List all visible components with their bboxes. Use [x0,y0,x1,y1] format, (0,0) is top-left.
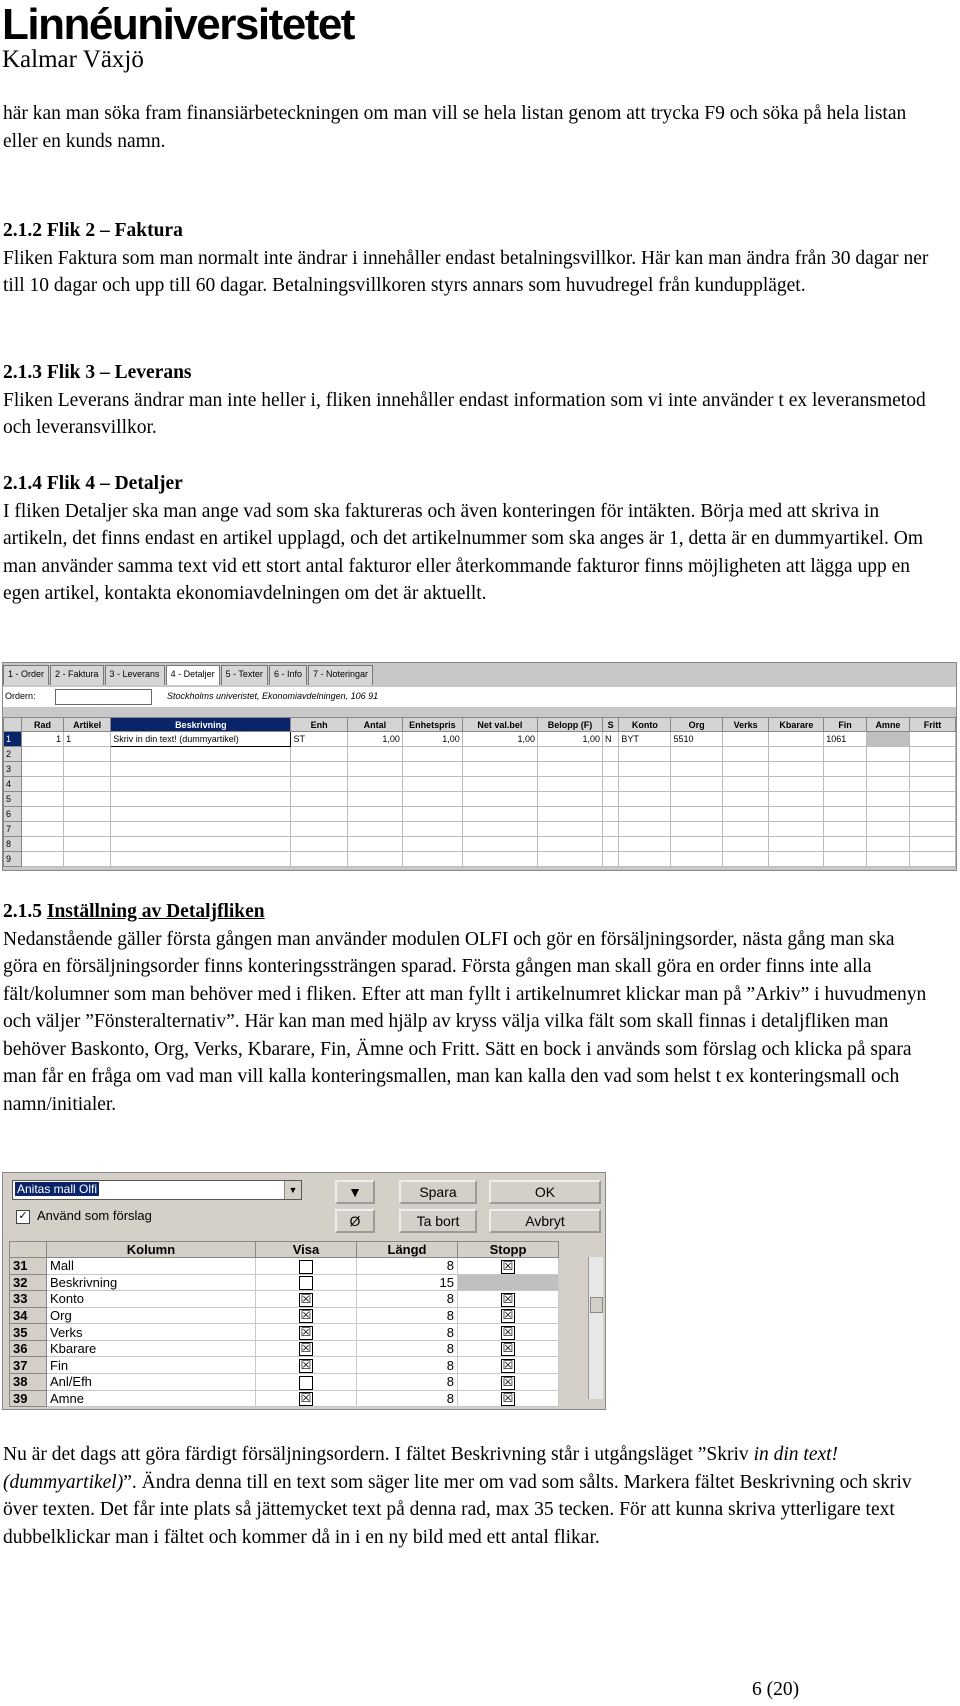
use-as-default-checkbox[interactable]: ✓ [16,1210,30,1224]
table-row[interactable] [10,1291,559,1308]
cell-kolumn[interactable]: Konto [47,1291,256,1308]
tab-leverans[interactable]: 3 - Leverans [105,665,165,685]
visa-checkbox[interactable]: ☒ [300,1308,312,1323]
cell-kolumn[interactable]: Anl/Efh [47,1373,256,1390]
cell-visa[interactable] [256,1307,357,1324]
table-row[interactable] [4,747,956,762]
col-stopp[interactable]: Stopp [458,1242,559,1258]
cell-visa[interactable] [256,1340,357,1357]
cell-visa[interactable] [256,1357,357,1374]
clear-filter-button[interactable]: Ø [335,1209,375,1233]
cell-visa[interactable] [256,1390,357,1407]
row-number: 32 [10,1274,47,1291]
visa-checkbox[interactable]: ☒ [300,1391,312,1406]
cell-kolumn[interactable]: Mall [47,1258,256,1275]
table-row[interactable] [4,792,956,807]
section-214 [3,470,933,608]
cell-kbarare[interactable] [769,732,824,747]
outro-paragraph [3,1441,933,1551]
col-beskrivning[interactable]: Beskrivning [111,718,291,732]
table-row[interactable] [10,1357,559,1374]
row-number: 38 [10,1373,47,1390]
stopp-checkbox[interactable]: ☒ [502,1357,514,1372]
intro-paragraph [3,100,933,155]
outro-text [3,1441,933,1551]
scrollbar-thumb[interactable] [590,1297,603,1313]
tab-faktura[interactable]: 2 - Faktura [50,665,104,685]
col-kolumn[interactable]: Kolumn [47,1242,256,1258]
grid-header-row [4,718,956,732]
cell-stopp[interactable] [458,1274,559,1291]
cell-langd[interactable]: 8 [357,1357,458,1374]
cell-artikel[interactable]: 1 [64,732,111,747]
col-langd[interactable]: Längd [357,1242,458,1258]
cell-belopp[interactable]: 1,00 [538,732,603,747]
body-212: Fliken Faktura som man normalt inte ändrar i innehåller endast betalningsvillkor. Här kan man ändra från 30 dagar ner till 10 dagar och upp till 60 dagar. Betalningsvillkoren styrs annars som huvudregel från kunduppläget. [3,247,929,296]
filter-dropdown-button[interactable]: ▼ [335,1180,375,1204]
outro-part1: Nu är det dags att göra färdigt försäljningsordern. I fältet Beskrivning står i utgångsläget ”Skriv [3,1444,754,1465]
details-grid [3,717,956,867]
body-213: Fliken Leverans ändrar man inte heller i, fliken innehåller endast information som vi inte använder t ex leveransmetod och leveransvillkor. [3,389,926,438]
table-row[interactable] [10,1274,559,1291]
col-antal[interactable]: Antal [347,718,402,732]
table-row[interactable] [10,1340,559,1357]
customer-text: Stockholms univeristet, Ekonomiavdelningen, 106 91 [167,691,379,701]
spara-button[interactable]: Spara [399,1180,477,1204]
cell-antal[interactable]: 1,00 [347,732,402,747]
heading-215-number: 2.1.5 [3,901,47,922]
table-row[interactable] [10,1390,559,1407]
corner-cell [10,1242,47,1258]
cell-stopp[interactable] [458,1291,559,1308]
tab-texter[interactable]: 5 - Texter [221,665,268,685]
section-213 [3,359,933,442]
cell-fin[interactable]: 1061 [824,732,867,747]
table-row[interactable] [10,1258,559,1275]
table-row[interactable] [4,822,956,837]
cell-langd[interactable]: 8 [357,1258,458,1275]
visa-checkbox[interactable]: ☒ [300,1357,312,1372]
cell-langd[interactable]: 8 [357,1307,458,1324]
heading-212: 2.1.2 Flik 2 – Faktura [3,220,183,241]
cell-stopp[interactable] [458,1258,559,1275]
cell-fritt[interactable] [910,732,956,747]
template-combobox[interactable] [12,1180,302,1200]
col-kbarare[interactable]: Kbarare [769,718,824,732]
heading-215-text: Inställning av Detaljfliken [46,901,265,922]
row-number: 9 [4,852,22,867]
visa-checkbox[interactable]: ☒ [300,1291,312,1306]
col-net-val-bel[interactable]: Net val.bel [462,718,537,732]
row-number: 35 [10,1324,47,1341]
table-row[interactable] [4,777,956,792]
table-row[interactable] [10,1324,559,1341]
grid-header-row [10,1242,559,1258]
row-number: 6 [4,807,22,822]
order-input[interactable] [55,689,152,705]
vertical-scrollbar[interactable] [588,1257,603,1399]
cell-visa[interactable] [256,1324,357,1341]
cell-amne[interactable] [866,732,909,747]
logo-main: Linnéuniversitetet [2,0,354,49]
visa-checkbox[interactable] [299,1376,313,1390]
cell-kolumn[interactable]: Fin [47,1357,256,1374]
col-enh[interactable]: Enh [291,718,347,732]
row-number: 36 [10,1340,47,1357]
cell-net[interactable]: 1,00 [462,732,537,747]
cell-enhetspris[interactable]: 1,00 [402,732,462,747]
cell-langd[interactable]: 8 [357,1324,458,1341]
row-number: 33 [10,1291,47,1308]
cell-stopp[interactable] [458,1373,559,1390]
row-number: 3 [4,762,22,777]
stopp-checkbox[interactable]: ☒ [502,1374,514,1389]
cell-visa[interactable] [256,1291,357,1308]
corner-cell [4,718,22,732]
row-number: 1 [4,732,22,747]
tab-detaljer[interactable]: 4 - Detaljer [166,665,220,685]
row-number: 34 [10,1307,47,1324]
col-s[interactable]: S [603,718,619,732]
stopp-checkbox[interactable]: ☒ [502,1391,514,1406]
ok-button[interactable]: OK [489,1180,601,1204]
body-215: Nedanstående gäller första gången man använder modulen OLFI och gör en försäljningsorder, nästa gång man ska göra en försäljningsorder finns konteringssträngen sparad. Första gången man skall göra en order finns inte alla fält/kolumner som man behöver med i fliken. Efter att man fyllt i artikelnumret klickar man på ”Arkiv” i huvudmenyn och väljer ”Fönsteralternativ”. Här kan man med hjälp av kryss välja vilka fält som skall finnas i detaljfliken man behöver Baskonto, Org, Verks, Kbarare, Fin, Ämne och Fritt. Sätt en bock i används som förslag och klicka på spara man får en fråga om vad man vill kalla konteringsmallen, man kan kalla den vad som helst t ex konteringsmall och namn/initialer. [3,928,927,1115]
table-row[interactable] [4,852,956,867]
cell-verks[interactable] [722,732,769,747]
visa-checkbox[interactable]: ☒ [300,1341,312,1356]
cell-visa[interactable] [256,1258,357,1275]
cell-rad[interactable]: 1 [21,732,63,747]
cell-stopp[interactable] [458,1340,559,1357]
heading-213: 2.1.3 Flik 3 – Leverans [3,362,192,383]
section-215 [3,898,933,1118]
stopp-checkbox[interactable]: ☒ [502,1291,514,1306]
table-row[interactable] [4,732,956,747]
visa-checkbox[interactable] [299,1260,313,1274]
stopp-checkbox[interactable]: ☒ [502,1324,514,1339]
row-number: 8 [4,837,22,852]
row-number: 2 [4,747,22,762]
col-belopp[interactable]: Belopp (F) [538,718,603,732]
col-fritt[interactable]: Fritt [910,718,956,732]
tab-noteringar[interactable]: 7 - Noteringar [308,665,373,685]
cell-stopp[interactable] [458,1324,559,1341]
cell-visa[interactable] [256,1373,357,1390]
table-row[interactable] [4,762,956,777]
table-row[interactable] [4,807,956,822]
cell-langd[interactable]: 8 [357,1390,458,1407]
row-number: 31 [10,1258,47,1275]
details-tab-screenshot [2,662,957,871]
chevron-down-icon[interactable]: ▼ [284,1181,301,1199]
row-number: 5 [4,792,22,807]
col-amne[interactable]: Amne [866,718,909,732]
cell-visa[interactable] [256,1274,357,1291]
cell-stopp[interactable] [458,1307,559,1324]
tab-info[interactable]: 6 - Info [269,665,307,685]
col-rad[interactable]: Rad [21,718,63,732]
cell-konto[interactable]: BYT [619,732,671,747]
intro-text: här kan man söka fram finansiärbeteckningen om man vill se hela listan genom att trycka F9 och söka på hela listan eller en kunds namn. [3,103,907,152]
cell-langd[interactable]: 8 [357,1291,458,1308]
col-enhetspris[interactable]: Enhetspris [402,718,462,732]
heading-215 [3,898,933,926]
outro-italic: in din text! (dummyartikel) [3,1444,839,1493]
col-org[interactable]: Org [671,718,722,732]
tab-bar [3,665,956,685]
cell-langd[interactable]: 8 [357,1340,458,1357]
visa-checkbox[interactable] [299,1276,313,1290]
outro-part2: ”. Ändra denna till en text som säger lite mer om vad som sålts. Markera fältet Beskrivning och skriv över texten. Det får inte plats så jättemycket text på denna rad, max 35 tecken. För att kunna skriva ytterligare text dubbelklickar man i fältet och kommer då in i en ny bild med ett antal flikar. [3,1471,912,1548]
column-settings-screenshot [2,1172,606,1410]
cell-org[interactable]: 5510 [671,732,722,747]
order-row [3,687,956,707]
col-visa[interactable]: Visa [256,1242,357,1258]
cell-stopp[interactable] [458,1357,559,1374]
cell-beskrivning[interactable]: Skriv in din text! (dummyartikel) [111,732,291,747]
logo-sub: Kalmar Växjö [2,46,144,73]
cell-s[interactable]: N [603,732,619,747]
heading-214: 2.1.4 Flik 4 – Detaljer [3,473,183,494]
logo [2,0,354,73]
row-number: 37 [10,1357,47,1374]
cell-kolumn[interactable]: Verks [47,1324,256,1341]
avbryt-button[interactable]: Avbryt [489,1209,601,1233]
col-konto[interactable]: Konto [619,718,671,732]
use-as-default-label: Använd som förslag [37,1208,152,1223]
order-label: Ordern: [5,691,36,701]
table-row[interactable] [10,1307,559,1324]
template-value: Anitas mall Olfi [17,1182,98,1196]
stopp-checkbox[interactable]: ☒ [502,1308,514,1323]
cell-enh[interactable]: ST [291,732,347,747]
tab-order[interactable]: 1 - Order [3,665,49,685]
row-number: 7 [4,822,22,837]
table-row[interactable] [10,1373,559,1390]
cell-langd[interactable]: 8 [357,1373,458,1390]
cell-stopp[interactable] [458,1390,559,1407]
stopp-checkbox[interactable]: ☒ [502,1258,514,1273]
cell-langd[interactable]: 15 [357,1274,458,1291]
section-212 [3,217,933,300]
cell-kolumn[interactable]: Beskrivning [47,1274,256,1291]
col-verks[interactable]: Verks [722,718,769,732]
visa-checkbox[interactable]: ☒ [300,1324,312,1339]
ta-bort-button[interactable]: Ta bort [399,1209,477,1233]
cell-kolumn[interactable]: Org [47,1307,256,1324]
row-number: 39 [10,1390,47,1407]
cell-kolumn[interactable]: Amne [47,1390,256,1407]
col-fin[interactable]: Fin [824,718,867,732]
column-settings-grid [9,1241,559,1407]
cell-kolumn[interactable]: Kbarare [47,1340,256,1357]
row-number: 4 [4,777,22,792]
col-artikel[interactable]: Artikel [64,718,111,732]
body-214: I fliken Detaljer ska man ange vad som ska faktureras och även konteringen för intäkten. Börja med att skriva in artikeln, det finns endast en artikel upplagd, och det artikelnummer som ska anges är 1, detta är en dummyartikel. Om man använder samma text vid ett stort antal fakturor eller återkommande fakturor finns möjligheten att lägga upp en egen artikel, kontakta ekonomiavdelningen om det är aktuellt. [3,500,924,604]
table-row[interactable] [4,837,956,852]
stopp-checkbox[interactable]: ☒ [502,1341,514,1356]
page-number: 6 (20) [752,1679,800,1700]
